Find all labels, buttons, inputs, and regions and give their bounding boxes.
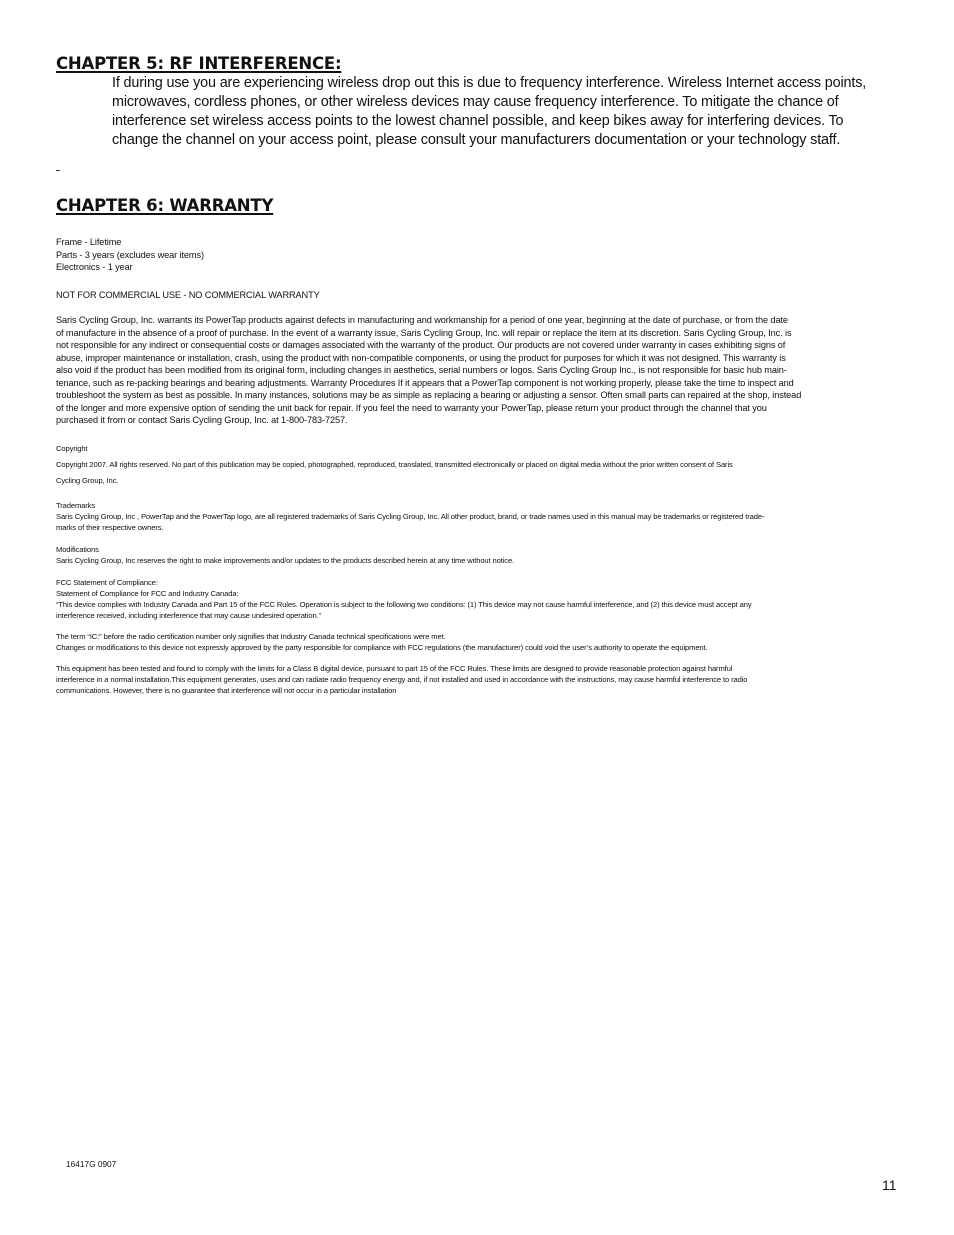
class-b-section (56, 663, 888, 696)
stray-mark (56, 170, 60, 171)
class-b-line: interference in a normal installation.This equipment generates, uses and can radiate radio frequency energy and, if not installed and used in accordance with the instructions, may cause harmful interference to radio (56, 675, 748, 684)
chapter-5-heading: CHAPTER 5: RF INTERFERENCE: (56, 54, 342, 73)
copyright-text (56, 457, 884, 489)
class-b-line: communications. However, there is no guarantee that interference will not occur in a particular installation (56, 686, 397, 695)
fcc-section (56, 577, 888, 621)
warranty-line: troubleshoot the system as best as possible. In many instances, solutions may be as simple as replacing a bearing or adjusting a sensor. Often small parts can repaired at the shop, instead (56, 390, 802, 400)
warranty-line: Saris Cycling Group, Inc. warrants its PowerTap products against defects in manufacturing and workmanship for a period of one year, beginning at the date of purchase, or from the date (56, 315, 788, 325)
fcc-title: FCC Statement of Compliance: (56, 578, 158, 587)
trademarks-line: marks of their respective owners. (56, 523, 164, 532)
class-b-line: This equipment has been tested and found to comply with the limits for a Class B digital device, pursuant to part 15 of the FCC Rules. These limits are designed to provide reasonable protection against harmful (56, 664, 733, 673)
warranty-term: Parts - 3 years (excludes wear items) (56, 249, 204, 260)
copyright-title: Copyright (56, 444, 88, 453)
ic-line: Changes or modifications to this device not expressly approved by the party responsible for compliance with FCC regulations (the manufacturer) could void the user’s authority to operate the equipment. (56, 643, 708, 652)
fcc-line: Statement of Compliance for FCC and Industry Canada: (56, 589, 239, 598)
warranty-term: Electronics - 1 year (56, 262, 133, 272)
warranty-line: abuse, improper maintenance or installation, crash, using the product with non-compatible components, or using the product for purposes for which it was not designed. This warranty is (56, 352, 786, 363)
modifications-line: Saris Cycling Group, Inc reserves the right to make improvements and/or updates to the products described herein at any time without notice. (56, 556, 515, 565)
fcc-line: “This device complies with Industry Canada and Part 15 of the FCC Rules. Operation is subject to the following two conditions: (1) This device may not cause harmful interference, and (2) this device must accept any (56, 600, 752, 609)
fcc-line: interference received, including interference that may cause undesired operation.” (56, 611, 321, 620)
modifications-title: Modifications (56, 545, 99, 554)
document-code: 16417G 0907 (66, 1159, 117, 1169)
warranty-terms-list (56, 236, 204, 274)
warranty-paragraph (56, 314, 896, 427)
trademarks-line: Saris Cycling Group, Inc , PowerTap and the PowerTap logo, are all registered trademarks of Saris Cycling Group, Inc. All other product, brand, or trade names used in this manual may be trademarks or registered trade- (56, 512, 765, 521)
copyright-line: Copyright 2007. All rights reserved. No part of this publication may be copied, photographed, reproduced, translated, transmitted electronically or placed on digital media without the prior written consent of Saris (56, 460, 733, 469)
copyright-line: Cycling Group, Inc. (56, 476, 119, 485)
warranty-line: of manufacture in the absence of a proof of purchase. In the event of a warranty issue, Saris Cycling Group, Inc. will repair or replace the item at its discretion. Saris Cycling Group, Inc. is (56, 327, 792, 338)
page-number: 11 (882, 1177, 897, 1193)
rf-interference-text (112, 74, 902, 150)
ic-line: The term “IC:” before the radio certification number only signifies that Industry Canada technical specifications were met. (56, 632, 446, 641)
trademarks-section (56, 500, 888, 533)
warranty-line: tenance, such as re-packing bearings and bearing adjustments. Warranty Procedures If it appears that a PowerTap component is not working properly, please take the time to inspect and (56, 377, 794, 388)
rf-line: change the channel on your access point, please consult your manufacturers documentation or your technology staff. (112, 131, 841, 148)
industry-canada-section (56, 631, 888, 653)
chapter-6-heading: CHAPTER 6: WARRANTY (56, 196, 274, 215)
trademarks-title: Trademarks (56, 501, 96, 510)
rf-line: interference set wireless access points to the lowest channel possible, and keep bikes away for interfering devices. To (112, 112, 844, 129)
warranty-line: purchased it from or contact Saris Cycling Group, Inc. at 1-800-783-7257. (56, 415, 348, 425)
warranty-line: also void if the product has been modified from its original form, including changes in aesthetics, serial numbers or logos. Saris Cycling Group Inc., is not responsible for basic hub main- (56, 365, 787, 375)
commercial-use-note: NOT FOR COMMERCIAL USE - NO COMMERCIAL WARRANTY (56, 290, 320, 300)
rf-line: If during use you are experiencing wireless drop out this is due to frequency interference. Wireless Internet access points, (112, 75, 867, 91)
modifications-section (56, 544, 888, 566)
warranty-line: not responsible for any indirect or consequential costs or damages associated with the warranty of the product. Our products are not covered under warranty in cases exhibiting signs of (56, 340, 786, 350)
warranty-term: Frame - Lifetime (56, 237, 122, 247)
warranty-line: of the longer and more expensive option of sending the unit back for repair. If you feel the need to warranty your PowerTap, please return your product through the channel that you (56, 402, 767, 413)
rf-line: microwaves, cordless phones, or other wireless devices may cause frequency interference. To mitigate the chance of (112, 93, 839, 110)
